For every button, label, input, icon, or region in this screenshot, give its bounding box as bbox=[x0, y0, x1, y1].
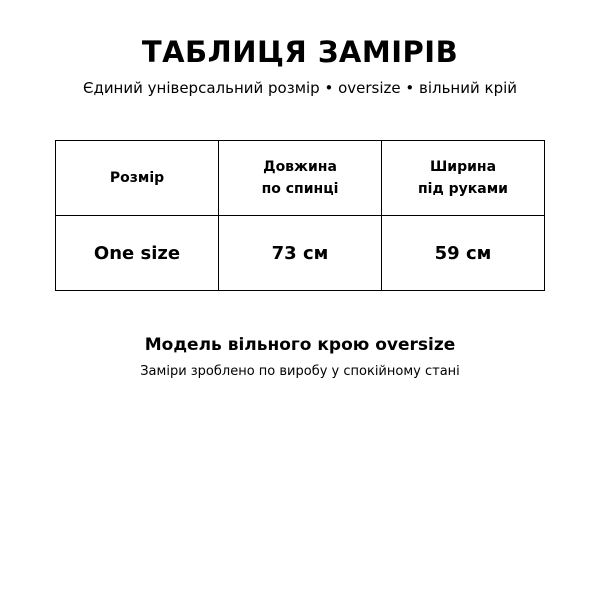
header-width-line-2: під руками bbox=[417, 181, 508, 197]
model-title: Модель вільного крою oversize bbox=[144, 335, 456, 355]
header-size-label: Розмір bbox=[109, 170, 165, 186]
table-header-row bbox=[56, 141, 545, 216]
header-length-line-2: по спинці bbox=[261, 181, 339, 197]
header-width-line-1: Ширина bbox=[429, 159, 497, 175]
page-subtitle: Єдиний універсальний розмір • oversize • вільний крій bbox=[82, 79, 518, 97]
cell-width-value: 59 см bbox=[382, 216, 545, 291]
model-note: Заміри зроблено по виробу у спокійному стані bbox=[140, 364, 460, 379]
size-table bbox=[55, 140, 545, 291]
page-title: ТАБЛИЦЯ ЗАМІРІВ bbox=[141, 35, 459, 69]
header-cell-width bbox=[382, 141, 545, 216]
header-cell-size bbox=[56, 141, 219, 216]
table-row bbox=[56, 216, 545, 291]
header-cell-length bbox=[219, 141, 382, 216]
header-length-line-1: Довжина bbox=[263, 159, 337, 175]
cell-size-value: One size bbox=[56, 216, 219, 291]
cell-length-value: 73 см bbox=[219, 216, 382, 291]
